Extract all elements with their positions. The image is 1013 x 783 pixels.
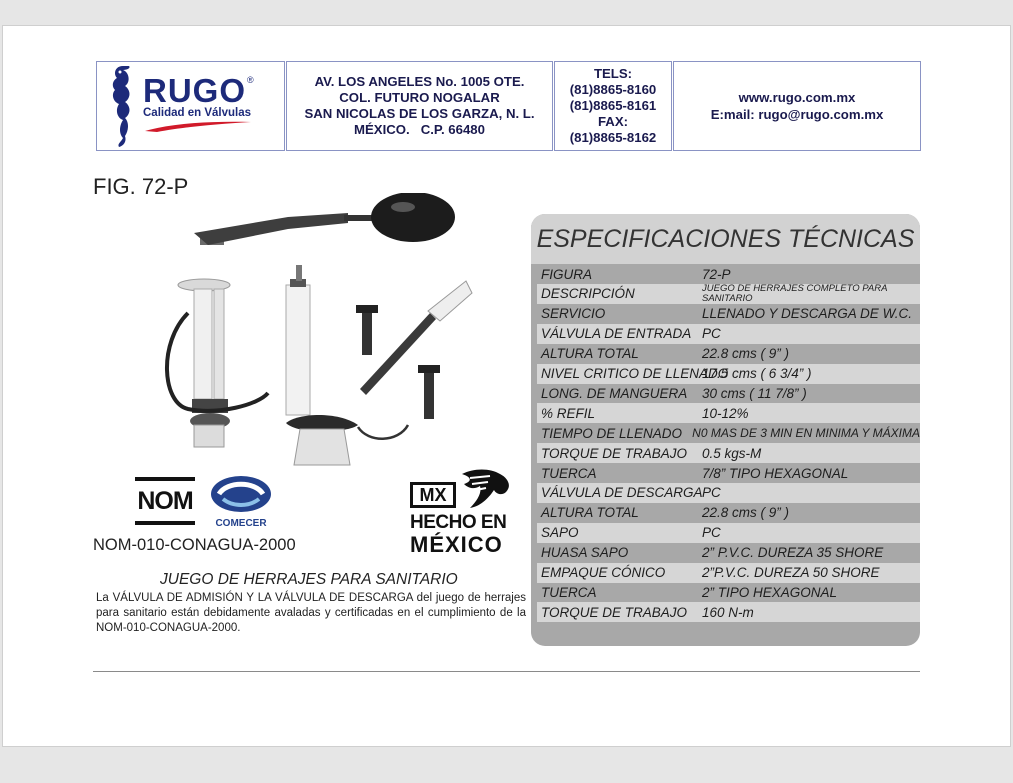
logo-box [96,61,285,151]
spec-value: 160 N-m [702,604,754,620]
spec-row [537,304,920,324]
spec-row [537,284,920,304]
nom-standard-label: NOM-010-CONAGUA-2000 [93,536,296,554]
bottom-divider [93,671,920,672]
flapper-arm-image [360,281,472,395]
spec-row [537,563,920,583]
spec-row [537,324,920,344]
comecer-logo: COMECER [204,475,278,529]
spec-value: PC [702,485,721,501]
spec-value: 30 cms ( 11 7/8” ) [702,385,807,401]
product-photo [148,193,518,473]
spec-row [537,463,920,483]
spec-key: VÁLVULA DE ENTRADA [541,326,692,342]
specs-title: ESPECIFICACIONES TÉCNICAS [531,214,920,264]
figure-label: FIG. 72-P [93,174,189,199]
spec-key: FIGURA [541,266,593,282]
website-link[interactable]: www.rugo.com.mx [738,90,856,105]
spec-key: SERVICIO [541,306,606,322]
spec-value: 7/8” TIPO HEXAGONAL [702,465,849,481]
spec-key: TORQUE DE TRABAJO [541,445,688,461]
spec-key: LONG. DE MANGUERA [541,385,688,401]
spec-row [537,582,920,602]
spec-value: PC [702,326,721,342]
spec-value: 17.5 cms ( 6 3/4” ) [702,366,812,381]
spec-row [537,602,920,622]
spec-row [537,443,920,463]
spec-key: DESCRIPCIÓN [541,286,635,302]
spec-value: 10-12% [702,405,749,421]
comecer-emblem-icon [209,475,273,513]
spec-row [537,483,920,503]
technical-specs-panel [531,214,920,646]
spec-key: EMPAQUE CÓNICO [541,565,666,580]
mx-badge: MX [410,482,456,508]
hecho-en-mexico-logo: MX HECHO EN MÉXICO [410,466,514,556]
spec-row [537,364,920,384]
fax-label: FAX: [597,114,629,129]
registered-mark: ® [247,75,254,85]
contact-box [673,61,921,151]
spec-value: PC [702,525,721,541]
seahorse-icon [109,64,135,148]
spec-value: 22.8 cms ( 9” ) [702,505,790,521]
nom-logo: NOM [135,477,195,525]
address-line: SAN NICOLAS DE LOS GARZA, N. L. [304,106,535,121]
spec-value: 2”P.V.C. DUREZA 50 SHORE [702,565,880,580]
spec-value: LLENADO Y DESCARGA DE W.C. [702,306,913,322]
spec-row [537,503,920,523]
brand-wordmark: RUGO [143,72,246,109]
spec-key: % REFIL [541,405,596,421]
red-swoosh-icon [143,120,253,132]
spec-value: 2” TIPO HEXAGONAL [702,584,838,600]
spec-row [537,344,920,364]
spec-value: 0.5 kgs-M [702,445,762,461]
spec-key: TUERCA [541,465,597,481]
email-link[interactable]: E:mail: rugo@rugo.com.mx [710,107,884,122]
product-description: La VÁLVULA DE ADMISIÓN Y LA VÁLVULA DE DESCARGA del juego de herrajes para sanitario están debidamente avaladas y certificadas en el cumplimiento de la NOM-010-CONAGUA-2000. [96,592,526,634]
spec-row [537,543,920,563]
phone-number: (81)8865-8161 [569,98,657,113]
spec-value: 22.8 cms ( 9” ) [702,346,790,362]
spec-key: SAPO [541,525,579,541]
spec-row [537,423,920,443]
brand-tagline: Calidad en Válvulas [143,107,252,119]
address-line: MÉXICO. C.P. 66480 [354,122,485,137]
spec-value: 72-P [702,266,731,282]
spec-key: TORQUE DE TRABAJO [541,604,688,620]
address-box [286,61,553,151]
spec-key: TIEMPO DE LLENADO [541,425,683,441]
spec-value: JUEGO DE HERRAJES COMPLETO PARA SANITARIO [702,282,888,304]
product-title: JUEGO DE HERRAJES PARA SANITARIO [160,571,458,588]
spec-key: ALTURA TOTAL [541,346,639,362]
spec-row [537,383,920,403]
spec-key: ALTURA TOTAL [541,505,639,521]
address-line: COL. FUTURO NOGALAR [339,90,500,105]
spec-key: NIVEL CRITICO DE LLENADO [541,366,729,381]
spec-row [537,264,920,284]
fill-valve-image [167,213,348,447]
spec-row [537,523,920,543]
phone-number: (81)8865-8160 [569,82,657,97]
spec-value: 2” P.V.C. DUREZA 35 SHORE [702,545,884,561]
spec-key: VÁLVULA DE DESCARGA [541,485,703,501]
spec-value: N0 MAS DE 3 MIN EN MINIMA Y MÁXIMA [692,426,920,441]
spec-key: HUASA SAPO [541,545,629,561]
eagle-icon [460,466,512,510]
tels-label: TELS: [593,66,633,81]
spec-key: TUERCA [541,584,597,600]
float-ball-image [344,193,455,242]
spec-row [537,403,920,423]
address-line: AV. LOS ANGELES No. 1005 OTE. [314,74,525,89]
phone-box [554,61,672,151]
fax-number: (81)8865-8162 [569,130,657,145]
